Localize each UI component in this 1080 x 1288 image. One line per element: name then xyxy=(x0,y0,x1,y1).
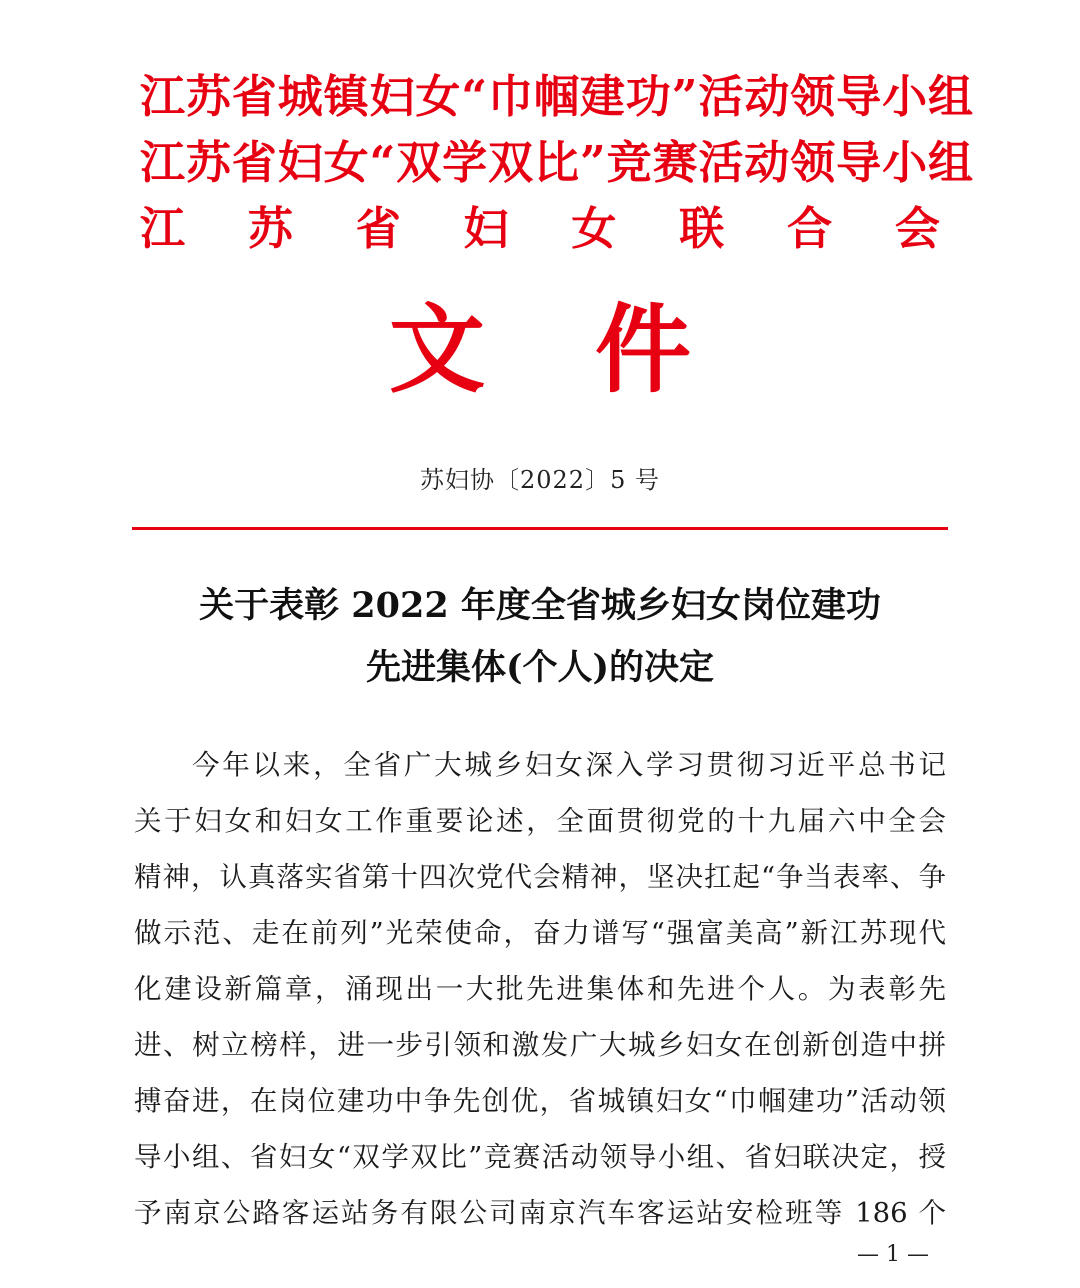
body-line: 做示范、走在前列”光荣使命，奋力谱写“强富美高”新江苏现代 xyxy=(134,917,946,949)
document-title-line-1: 关于表彰 2022 年度全省城乡妇女岗位建功 xyxy=(199,585,881,626)
document-mark xyxy=(0,293,1080,406)
issuer-line-3-char: 省 xyxy=(355,202,401,255)
body-line: 进、树立榜样，进一步引领和激发广大城乡妇女在创新创造中拼 xyxy=(134,1029,946,1061)
body-line: 导小组、省妇女“双学双比”竞赛活动领导小组、省妇联决定，授 xyxy=(134,1141,946,1173)
issuer-line-3-char: 江 xyxy=(140,202,186,255)
body-line: 精神，认真落实省第十四次党代会精神，坚决扛起“争当表率、争 xyxy=(134,861,946,893)
document-number: 苏妇协〔2022〕5 号 xyxy=(420,466,660,494)
issuer-line-3-char: 苏 xyxy=(247,202,293,255)
body-line: 化建设新篇章，涌现出一大批先进集体和先进个人。为表彰先 xyxy=(134,973,946,1005)
issuer-line-1: 江苏省城镇妇女“巾帼建功”活动领导小组 xyxy=(140,70,974,123)
issuer-line-3 xyxy=(140,202,940,255)
issuer-line-3-char: 女 xyxy=(571,202,617,255)
issuer-line-3-char: 合 xyxy=(787,202,833,255)
issuer-line-3-char: 会 xyxy=(894,202,940,255)
issuer-line-3-char: 妇 xyxy=(463,202,509,255)
document-mark-char: 文 xyxy=(389,293,485,406)
red-divider xyxy=(132,527,948,530)
issuer-line-3-char: 联 xyxy=(679,202,725,255)
body-line: 关于妇女和妇女工作重要论述，全面贯彻党的十九届六中全会 xyxy=(134,805,946,837)
page-number: — 1 — xyxy=(857,1242,929,1267)
document-title-line-2: 先进集体(个人)的决定 xyxy=(365,647,715,688)
issuer-line-2: 江苏省妇女“双学双比”竞赛活动领导小组 xyxy=(140,136,974,189)
body-line: 搏奋进，在岗位建功中争先创优，省城镇妇女“巾帼建功”活动领 xyxy=(134,1085,946,1117)
document-mark-char: 件 xyxy=(595,293,691,406)
body-line: 予南京公路客运站务有限公司南京汽车客运站安检班等 186 个 xyxy=(134,1197,946,1229)
body-line: 今年以来，全省广大城乡妇女深入学习贯彻习近平总书记 xyxy=(192,749,946,781)
